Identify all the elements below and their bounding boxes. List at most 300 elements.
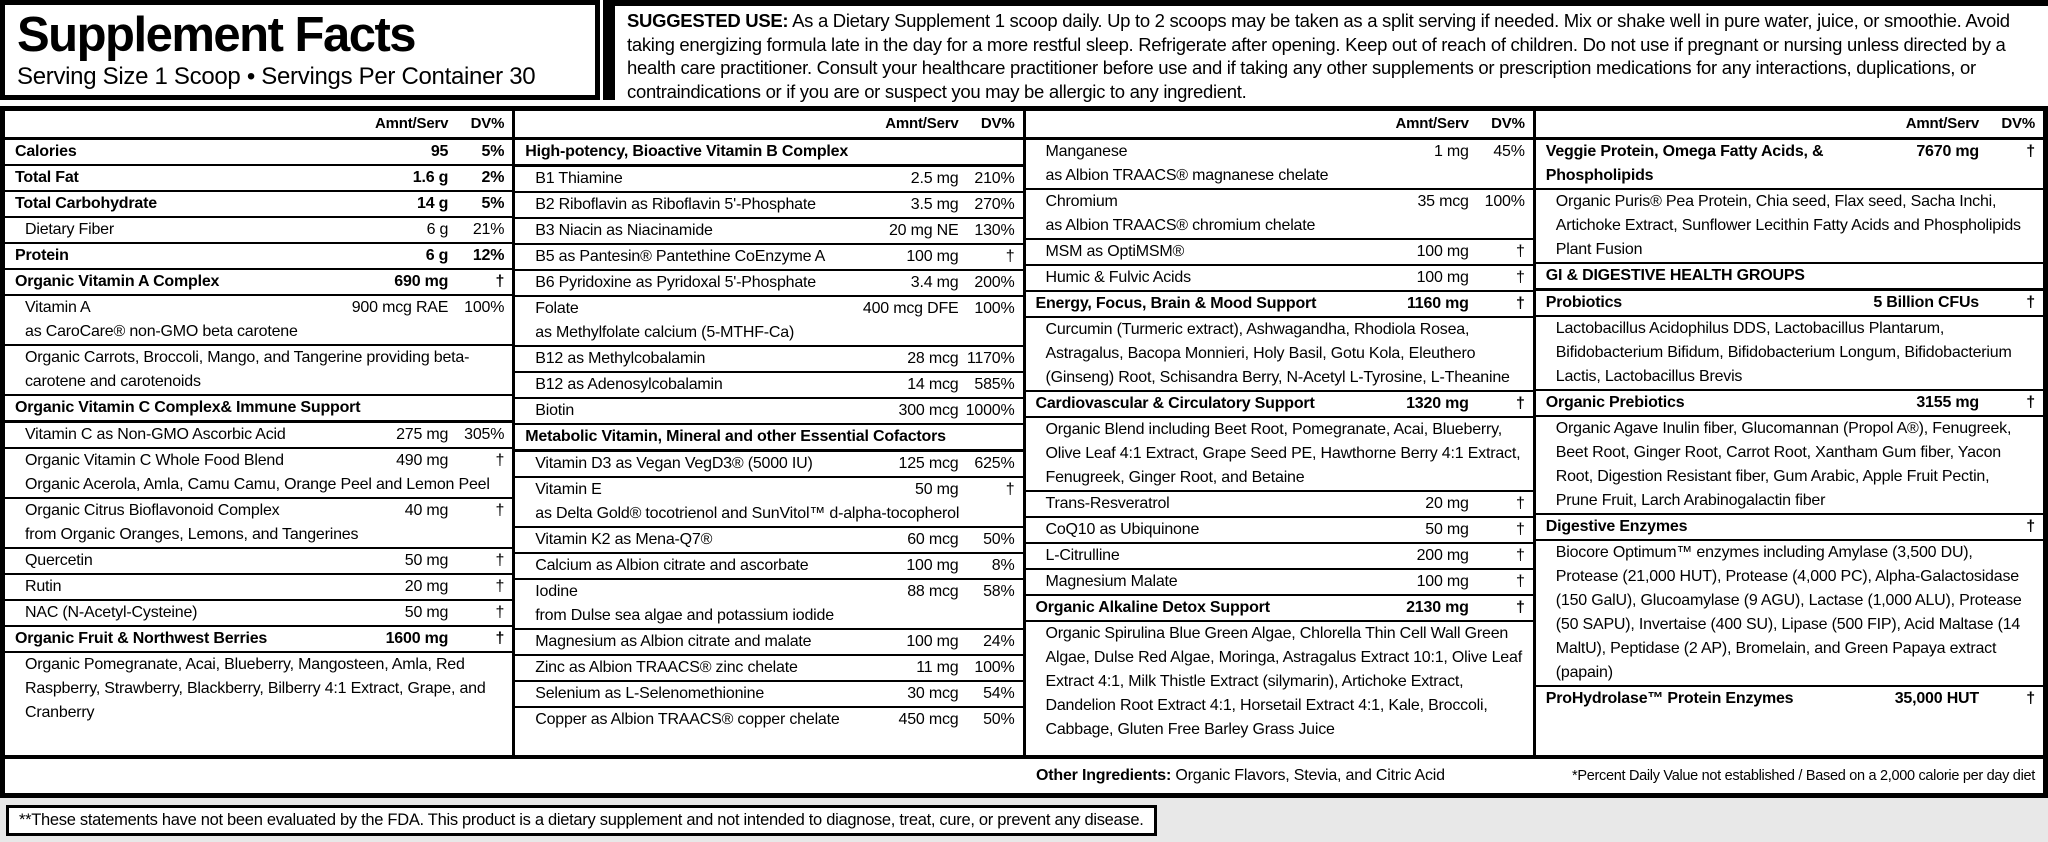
facts-row-line [523,271,1014,295]
facts-row-line [1544,687,2035,711]
amount-value: 1600 mg [385,630,449,647]
facts-row-line [1034,266,1525,290]
label-header [0,0,2048,100]
ingredient-name: Organic Prebiotics [1545,394,1685,411]
ingredient-name: Vitamin K2 as Mena-Q7® [535,531,713,548]
facts-row-line [1544,291,2035,315]
facts-row-line [13,575,504,599]
sub-ingredient: as Albion TRAACS® chromium chelate [1045,217,1316,234]
facts-row [515,399,1022,425]
amount-value: 35 mcg [1417,193,1469,210]
amount-value: 7670 mg [1916,143,1979,160]
amount-value: 1160 mg [1406,295,1469,312]
dv-value: 210% [974,170,1015,187]
facts-row [5,270,512,296]
ingredient-name: Zinc as Albion TRAACS® zinc chelate [535,659,798,676]
dv-value: 45% [1493,143,1525,160]
dv-value: † [1005,481,1015,498]
ingredient-name: Iodine [535,583,578,600]
sub-ingredient: as Albion TRAACS® magnanese chelate [1045,167,1329,184]
amount-col-label: Amnt/Serv [885,115,959,132]
ingredient-desc: Organic Blend including Beet Root, Pomegranate, Acai, Blueberry, Olive Leaf 4:1 Extract, Grape Seed PE, Hawthorne Berry 4:1 Extract, Fenugreek, Ginger Root, and Betaine [1045,421,1521,486]
facts-row [515,347,1022,373]
facts-row-line [1034,596,1525,620]
facts-row [5,140,512,166]
ingredient-name: Magnesium as Albion citrate and malate [535,633,812,650]
dv-value: 58% [983,583,1015,600]
dv-value: 50% [983,531,1015,548]
facts-row [1026,266,1533,292]
amount-value: 20 mg [1425,495,1469,512]
facts-row [515,271,1022,297]
facts-row [5,423,512,449]
facts-row [1026,240,1533,266]
facts-row [5,296,512,346]
dv-value: † [495,604,505,621]
facts-row [1536,190,2043,264]
amount-value: 1 mg [1433,143,1469,160]
facts-columns [5,111,2043,755]
facts-row [1026,492,1533,518]
dv-value: † [1516,243,1525,260]
dv-value: † [1516,269,1525,286]
facts-row [5,449,512,499]
dv-value: † [2026,294,2035,311]
ingredient-name: ProHydrolase™ Protein Enzymes [1545,690,1794,707]
facts-row-line [13,218,504,242]
ingredient-name: Magnesium Malate [1045,573,1178,590]
column-header-line [1544,111,2035,137]
facts-row [1536,687,2043,711]
column-header-line [523,111,1014,137]
facts-row-line [523,682,1014,706]
facts-row-line [523,554,1014,578]
dv-value: 1000% [965,402,1015,419]
ingredient-name: Trans-Resveratrol [1045,495,1170,512]
facts-row [515,245,1022,271]
facts-row [1026,596,1533,622]
ingredient-name: NAC (N-Acetyl-Cysteine) [25,604,198,621]
dv-value: 100% [974,659,1015,676]
amount-value: 3.4 mg [910,274,959,291]
dv-value: 200% [974,274,1015,291]
dv-value: † [1516,295,1525,312]
fda-disclaimer: **These statements have not been evaluated by the FDA. This product is a dietary supplement and not intended to diagnose, treat, cure, or prevent any disease. [6,805,1157,836]
column-header-row [5,111,512,140]
facts-row [1026,140,1533,190]
amount-value: 690 mg [394,273,449,290]
dv-value: 100% [1484,193,1525,210]
ingredient-name: Organic Vitamin C Complex& Immune Support [15,399,361,416]
ingredient-name: B12 as Methylcobalamin [535,350,706,367]
facts-row-line [523,708,1014,732]
facts-row [1026,622,1533,742]
amount-value: 14 g [417,195,449,212]
ingredient-desc: Organic Carrots, Broccoli, Mango, and Tangerine providing beta-carotene and carotenoids [25,349,470,390]
ingredient-name: Organic Vitamin C Whole Food Blend [25,452,284,469]
facts-row [5,601,512,627]
ingredient-name: B2 Riboflavin as Riboflavin 5'-Phosphate [535,196,816,213]
dv-value: 12% [472,247,505,264]
facts-row-line [1034,544,1525,568]
amount-value: 88 mcg [907,583,959,600]
amount-value: 95 [430,143,449,160]
facts-row-line [1034,492,1525,516]
ingredient-name: Organic Alkaline Detox Support [1035,599,1270,616]
ingredient-name: B6 Pyridoxine as Pyridoxal 5'-Phosphate [535,274,816,291]
facts-row [1536,264,2043,291]
dv-value: 54% [983,685,1015,702]
facts-row-line [1034,190,1525,214]
ingredient-name: Vitamin C as Non-GMO Ascorbic Acid [25,426,286,443]
column-header-line [13,111,504,137]
amount-value: 5 Billion CFUs [1873,294,1979,311]
dv-value: † [2026,518,2035,535]
ingredient-name: Calories [15,143,77,160]
ingredient-name: Calcium as Albion citrate and ascorbate [535,557,809,574]
facts-row [5,218,512,244]
amount-value: 125 mcg [898,455,959,472]
facts-row-line [1544,515,2035,539]
dv-value: 21% [472,221,505,238]
dv-value: 2% [481,169,505,186]
ingredient-name: Manganese [1045,143,1128,160]
facts-row-line [523,297,1014,321]
amount-value: 6 g [426,221,449,238]
ingredient-name: Organic Vitamin A Complex [15,273,220,290]
facts-row [1026,292,1533,318]
facts-panel [0,106,2048,798]
daily-value-note: *Percent Daily Value not established / Based on a 2,000 calorie per day diet [1572,768,2035,784]
ingredient-name: Rutin [25,578,62,595]
suggested-use-text: As a Dietary Supplement 1 scoop daily. Up to 2 scoops may be taken as a split serving if needed. Mix or shake well in pure water, juice, or smoothie. Avoid taking energizing formula late in the day for a more restful sleep. Refrigerate after opening. Keep out of reach of children. Do not use if pregnant or nursing unless directed by a health care practitioner. Consult your healthcare practitioner before use and if taking any other supplements or prescription medications for any interactions, duplications, or contraindications or if you are or suspect you may be allergic to any ingredient. [627,10,2010,102]
amount-value: 20 mg NE [888,222,959,239]
facts-row [515,193,1022,219]
amount-value: 20 mg [404,578,449,595]
dv-value: † [495,452,505,469]
title-box [0,0,600,100]
facts-row-line [1544,140,2035,188]
facts-row [515,656,1022,682]
ingredient-name: B3 Niacin as Niacinamide [535,222,713,239]
sub-ingredient: as Delta Gold® tocotrienol and SunVitol™ d-alpha-tocopherol [535,505,960,522]
ingredient-name: Vitamin D3 as Vegan VegD3® (5000 IU) [535,455,813,472]
column-header-row [1536,111,2043,140]
amount-value: 3155 mg [1916,394,1979,411]
facts-row [5,346,512,396]
facts-row [1026,190,1533,240]
facts-row-line [13,296,504,320]
ingredient-name: Selenium as L-Selenomethionine [535,685,765,702]
ingredient-name: Probiotics [1545,294,1622,311]
amount-value: 100 mg [906,248,959,265]
column-header-row [1026,111,1533,140]
amount-value: 100 mg [1416,243,1469,260]
amount-value: 14 mcg [907,376,959,393]
dv-value: † [495,630,505,647]
dv-value: † [2026,143,2035,160]
facts-column-1 [5,111,515,755]
ingredient-name: Folate [535,300,579,317]
facts-row-line [13,166,504,190]
dv-value: † [1516,521,1525,538]
ingredient-desc: Organic Pomegranate, Acai, Blueberry, Mangosteen, Amla, Red Raspberry, Strawberry, Blackberry, Bilberry 4:1 Extract, Grape, and Cranberry [25,656,486,721]
facts-row [515,554,1022,580]
ingredient-desc: Organic Spirulina Blue Green Algae, Chlorella Thin Cell Wall Green Algae, Dulse Red Algae, Moringa, Astragalus Extract 10:1, Olive Leaf Extract 4:1, Milk Thistle Extract (silymarin), Artichoke Extract, Dandelion Root Extract 4:1, Horsetail Extract 4:1, Kale, Broccoli, Cabbage, Gluten Free Barley Grass Juice [1045,625,1522,738]
facts-row-line [523,580,1014,604]
amount-value: 200 mg [1416,547,1469,564]
amount-value: 60 mcg [907,531,959,548]
ingredient-desc: Lactobacillus Acidophilus DDS, Lactobacillus Plantarum, Bifidobacterium Bifidum, Bifidobacterium Longum, Bifidobacterium Lactis, Lactobacillus Brevis [1555,320,2012,385]
amount-value: 50 mg [404,604,449,621]
amount-value: 2.5 mg [910,170,959,187]
facts-row-line [523,399,1014,423]
facts-column-4 [1536,111,2043,755]
facts-row [5,499,512,549]
amount-value: 6 g [425,247,449,264]
amount-value: 100 mg [1416,573,1469,590]
ingredient-name: Copper as Albion TRAACS® copper chelate [535,711,840,728]
amount-value: 2130 mg [1406,599,1469,616]
amount-value: 400 mcg DFE [862,300,959,317]
ingredient-name: Cardiovascular & Circulatory Support [1035,395,1315,412]
facts-row [515,219,1022,245]
ingredient-name: High-potency, Bioactive Vitamin B Complex [525,143,849,160]
amount-value: 100 mg [906,557,959,574]
dv-value: 100% [464,299,505,316]
facts-row-line [13,244,504,268]
ingredient-name: Vitamin E [535,481,602,498]
amount-value: 11 mg [916,659,959,676]
ingredient-desc: Biocore Optimum™ enzymes including Amylase (3,500 DU), Protease (21,000 HUT), Protease (4,000 PC), Alpha-Galactosidase (150 GalU), Glucoamylase (9 AGU), Lactase (1,000 ALU), Protease (50 SAPU), Invertaise (400 SU), Lipase (500 FIP), Acid Maltase (14 MaltU), Peptidase (2 AP), Bromelain, and Green Papaya extract (papain) [1555,544,2022,681]
dv-value: † [2026,690,2035,707]
facts-row-line [13,192,504,216]
dv-value: 50% [983,711,1015,728]
facts-row [5,653,512,725]
sub-ingredient: as Methylfolate calcium (5-MTHF-Ca) [535,324,795,341]
amount-value: 50 mg [915,481,959,498]
facts-row-line [1034,292,1525,316]
ingredient-name: Veggie Protein, Omega Fatty Acids, & Phospholipids [1545,143,1824,184]
dv-value: 270% [974,196,1015,213]
dv-value: 305% [464,426,505,443]
facts-row [515,452,1022,478]
facts-row [1536,291,2043,317]
facts-row-line [13,601,504,625]
facts-row-line [523,347,1014,371]
dv-value: † [1516,395,1525,412]
suggested-use [603,0,2048,100]
facts-row [515,630,1022,656]
facts-row [515,297,1022,347]
amount-col-label: Amnt/Serv [1395,115,1469,132]
dv-value: † [1516,599,1525,616]
ingredient-desc: Organic Agave Inulin fiber, Glucomannan (Propol A®), Fenugreek, Beet Root, Ginger Root, Carrot Root, Xantham Gum fiber, Yacon Root, Digestion Resistant fiber, Gum Arabic, Apple Fruit Pectin, Prune Fruit, Larch Arabinogalactin fiber [1555,420,2012,509]
column-header-line [1034,111,1525,137]
dv-col-label: DV% [2001,115,2035,132]
amount-value: 275 mg [396,426,449,443]
ingredient-name: B5 as Pantesin® Pantethine CoEnzyme A [535,248,826,265]
facts-row [5,244,512,270]
facts-row-line [523,373,1014,397]
dv-value: 585% [974,376,1015,393]
facts-row-line [523,656,1014,680]
facts-row-line [523,219,1014,243]
facts-row-line [523,245,1014,269]
other-ingredients [1026,767,1572,785]
facts-row [1026,570,1533,596]
amount-col-label: Amnt/Serv [375,115,449,132]
ingredient-name: B1 Thiamine [535,170,623,187]
facts-row [5,627,512,653]
amount-value: 1.6 g [412,169,449,186]
facts-row [1536,417,2043,515]
facts-row [5,575,512,601]
facts-row-line [1034,518,1525,542]
facts-row [515,708,1022,732]
ingredient-name: Digestive Enzymes [1545,518,1688,535]
amount-value: 50 mg [404,552,449,569]
facts-row [515,682,1022,708]
facts-row [5,396,512,423]
sub-ingredient: from Organic Oranges, Lemons, and Tangerines [25,526,359,543]
other-ingredients-text: Organic Flavors, Stevia, and Citric Acid [1171,767,1445,784]
facts-row-line [523,452,1014,476]
amount-value: 1320 mg [1406,395,1469,412]
dv-value: 625% [974,455,1015,472]
dv-value: † [1005,248,1015,265]
facts-row [515,167,1022,193]
suggested-use-label: SUGGESTED USE: [627,10,789,31]
amount-value: 30 mcg [907,685,959,702]
facts-row [1026,392,1533,418]
ingredient-name: Vitamin A [25,299,91,316]
ingredient-name: Dietary Fiber [25,221,114,238]
facts-row-line [13,499,504,523]
amount-value: 35,000 HUT [1894,690,1979,707]
dv-col-label: DV% [470,115,505,132]
dv-value: † [1516,573,1525,590]
amount-value: 3.5 mg [910,196,959,213]
dv-value: † [495,578,505,595]
facts-row [5,549,512,575]
ingredient-desc: Organic Puris® Pea Protein, Chia seed, Flax seed, Sacha Inchi, Artichoke Extract, Sunflower Lecithin Fatty Acids and Phospholipids Plant Fusion [1555,193,2021,258]
ingredient-name: Biotin [535,402,575,419]
other-ingredients-label: Other Ingredients: [1036,767,1172,784]
dv-value: † [1516,495,1525,512]
ingredient-name: Total Fat [15,169,79,186]
facts-row [515,478,1022,528]
dv-col-label: DV% [980,115,1015,132]
amount-value: 900 mcg RAE [351,299,449,316]
facts-row-line [1034,240,1525,264]
dv-value: 130% [974,222,1015,239]
facts-row-line [1034,570,1525,594]
ingredient-name: Protein [15,247,69,264]
dv-value: 5% [481,195,505,212]
amount-value: 300 mcg [898,402,959,419]
facts-row-line [1544,391,2035,415]
page-title: Supplement Facts [17,8,416,62]
dv-value: 8% [991,557,1015,574]
facts-row-line [523,630,1014,654]
ingredient-name: B12 as Adenosylcobalamin [535,376,723,393]
facts-row-line [13,270,504,294]
ingredient-name: Organic Fruit & Northwest Berries [15,630,268,647]
facts-row [515,580,1022,630]
ingredient-name: Chromium [1045,193,1118,210]
ingredient-name: CoQ10 as Ubiquinone [1045,521,1200,538]
amount-value: 50 mg [1425,521,1469,538]
facts-row [1026,518,1533,544]
dv-value: † [495,273,505,290]
facts-row [1536,317,2043,391]
facts-row-line [13,140,504,164]
facts-row [515,425,1022,452]
ingredient-name: Total Carbohydrate [15,195,157,212]
facts-row [1536,515,2043,541]
facts-row [1536,541,2043,687]
facts-row [5,166,512,192]
sub-ingredient: from Dulse sea algae and potassium iodide [535,607,834,624]
ingredient-name: Organic Citrus Bioflavonoid Complex [25,502,280,519]
ingredient-name: MSM as OptiMSM® [1045,243,1185,260]
dv-value: † [1516,547,1525,564]
dv-value: 1170% [966,350,1015,367]
amount-value: 40 mg [404,502,449,519]
facts-row [1026,418,1533,492]
dv-value: † [495,502,505,519]
ingredient-name: Energy, Focus, Brain & Mood Support [1035,295,1317,312]
facts-row-line [1034,392,1525,416]
facts-row-line [523,167,1014,191]
serving-info: Serving Size 1 Scoop • Servings Per Container 30 [17,63,536,90]
dv-value: † [2026,394,2035,411]
facts-row-line [13,449,504,473]
dv-col-label: DV% [1491,115,1525,132]
facts-row-line [523,478,1014,502]
facts-row [5,192,512,218]
ingredient-desc: Curcumin (Turmeric extract), Ashwagandha, Rhodiola Rosea, Astragalus, Bacopa Monnieri, Holy Basil, Gotu Kola, Eleuthero (Ginseng) Root, Schisandra Berry, N-Acetyl L-Tyrosine, L-Theanine [1045,321,1510,386]
facts-row [1026,318,1533,392]
dv-value: 24% [983,633,1015,650]
panel-footer-strip [5,755,2043,793]
facts-row-line [1034,140,1525,164]
ingredient-name: Quercetin [25,552,93,569]
facts-row [515,528,1022,554]
ingredient-name: GI & DIGESTIVE HEALTH GROUPS [1545,267,1805,284]
facts-row-line [13,627,504,651]
facts-column-3 [1026,111,1536,755]
facts-row-line [523,193,1014,217]
sub-ingredient: as CaroCare® non-GMO beta carotene [25,323,298,340]
ingredient-name: Metabolic Vitamin, Mineral and other Essential Cofactors [525,428,946,445]
dv-value: † [495,552,505,569]
facts-row [515,140,1022,167]
sub-ingredient: Organic Acerola, Amla, Camu Camu, Orange Peel and Lemon Peel [25,476,490,493]
dv-value: 100% [974,300,1015,317]
amount-value: 450 mcg [898,711,959,728]
amount-value: 28 mcg [907,350,959,367]
facts-row-line [13,423,504,447]
dv-value: 5% [481,143,505,160]
facts-row [1536,140,2043,190]
ingredient-name: Humic & Fulvic Acids [1045,269,1191,286]
facts-column-2 [515,111,1025,755]
facts-row [515,373,1022,399]
ingredient-name: L-Citrulline [1045,547,1120,564]
facts-row-line [523,528,1014,552]
